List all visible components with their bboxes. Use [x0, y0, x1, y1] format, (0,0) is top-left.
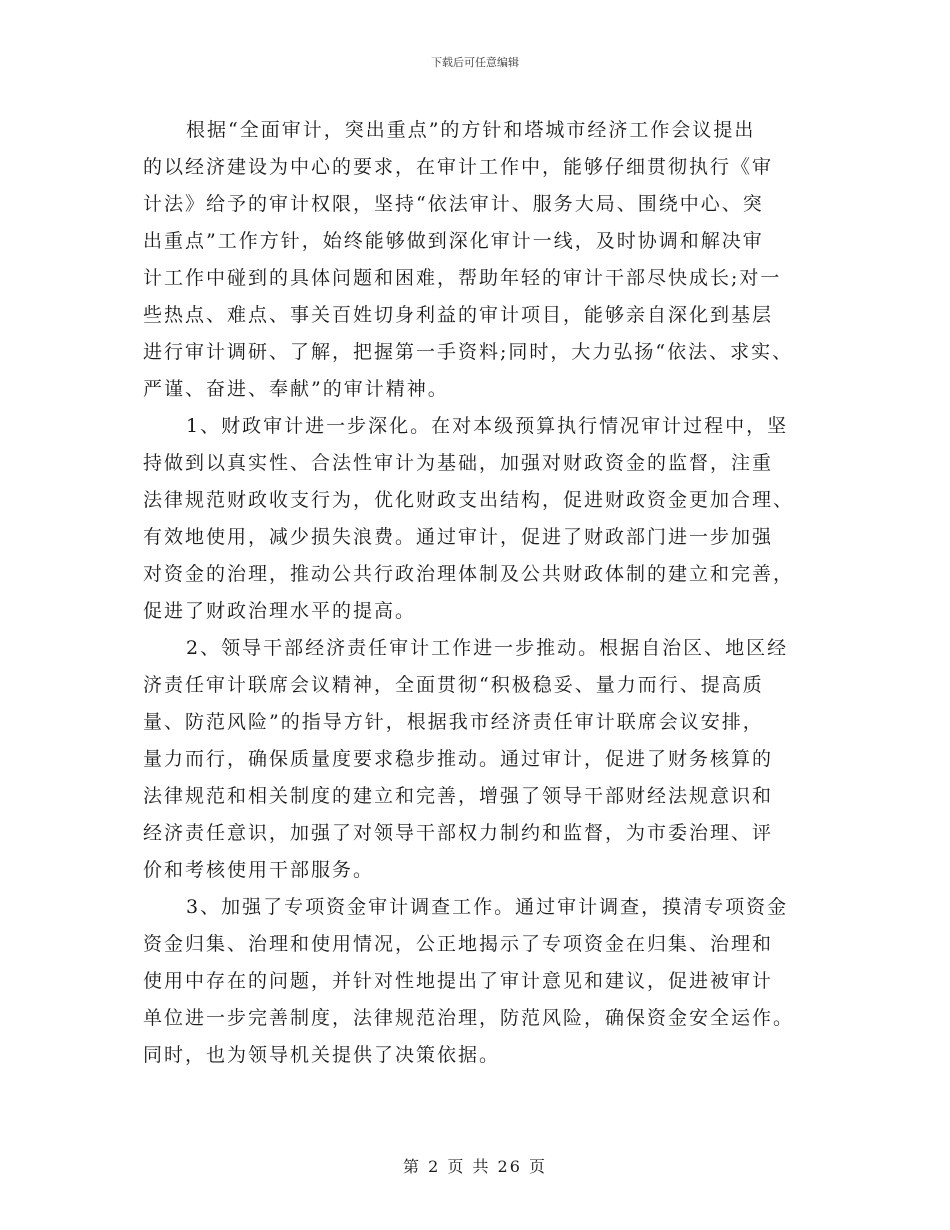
text-line: 3、加强了专项资金审计调查工作。通过审计调查，摸清专项资金: [186, 896, 789, 918]
paragraph-economic-responsibility: [143, 630, 811, 889]
text-line: 价和考核使用干部服务。: [143, 859, 375, 881]
text-line: 1、财政审计进一步深化。在对本级预算执行情况审计过程中，坚: [186, 415, 789, 437]
text-line: 计法》给予的审计权限，坚持“依法审计、服务大局、围绕中心、突: [143, 193, 764, 215]
page-header: 下载后可任意编辑: [431, 56, 519, 69]
text-line: 促进了财政治理水平的提高。: [143, 600, 417, 622]
text-line: 出重点”工作方针，始终能够做到深化审计一线，及时协调和解决审: [143, 230, 764, 252]
text-line: 些热点、难点、事关百姓切身利益的审计项目，能够亲自深化到基层: [143, 304, 774, 326]
text-line: 对资金的治理，推动公共行政治理体制及公共财政体制的建立和完善，: [143, 563, 795, 585]
text-line: 有效地使用，减少损失浪费。通过审计，促进了财政部门进一步加强: [143, 526, 774, 548]
text-line: 济责任审计联席会议精神，全面贯彻“积极稳妥、量力而行、提高质: [143, 674, 764, 696]
text-line: 持做到以真实性、合法性审计为基础，加强对财政资金的监督，注重: [143, 452, 774, 474]
text-line: 量、防范风险”的指导方针，根据我市经济责任审计联席会议安排，: [143, 711, 764, 733]
text-line: 使用中存在的问题，并针对性地提出了审计意见和建议，促进被审计: [143, 970, 774, 992]
paragraph-special-funds: [143, 889, 811, 1074]
text-line: 的以经济建设为中心的要求，在审计工作中，能够仔细贯彻执行《审: [143, 156, 774, 178]
paragraph-fiscal-audit: [143, 408, 811, 630]
text-line: 进行审计调研、了解，把握第一手资料;同时，大力弘扬“依法、求实、: [143, 341, 794, 363]
text-line: 法律规范财政收支行为，优化财政支出结构，促进财政资金更加合理、: [143, 489, 795, 511]
text-line: 同时，也为领导机关提供了决策依据。: [143, 1044, 501, 1066]
text-line: 量力而行，确保质量度要求稳步推动。通过审计，促进了财务核算的: [143, 748, 774, 770]
text-line: 法律规范和相关制度的建立和完善，增强了领导干部财经法规意识和: [143, 785, 774, 807]
text-line: 经济责任意识，加强了对领导干部权力制约和监督，为市委治理、评: [143, 822, 774, 844]
text-line: 计工作中碰到的具体问题和困难，帮助年轻的审计干部尽快成长;对一: [143, 267, 782, 289]
paragraph-intro: [143, 112, 811, 408]
text-line: 2、领导干部经济责任审计工作进一步推动。根据自治区、地区经: [186, 637, 789, 659]
text-line: 单位进一步完善制度，法律规范治理，防范风险，确保资金安全运作。: [143, 1007, 795, 1029]
text-line: 资金归集、治理和使用情况，公正地揭示了专项资金在归集、治理和: [143, 933, 774, 955]
text-line: 根据“全面审计，突出重点”的方针和塔城市经济工作会议提出: [186, 119, 756, 141]
document-body: [143, 112, 811, 1074]
text-line: 严谨、奋进、奉献”的审计精神。: [143, 378, 449, 400]
page-number-footer: 第 2 页 共 26 页: [403, 1157, 547, 1176]
